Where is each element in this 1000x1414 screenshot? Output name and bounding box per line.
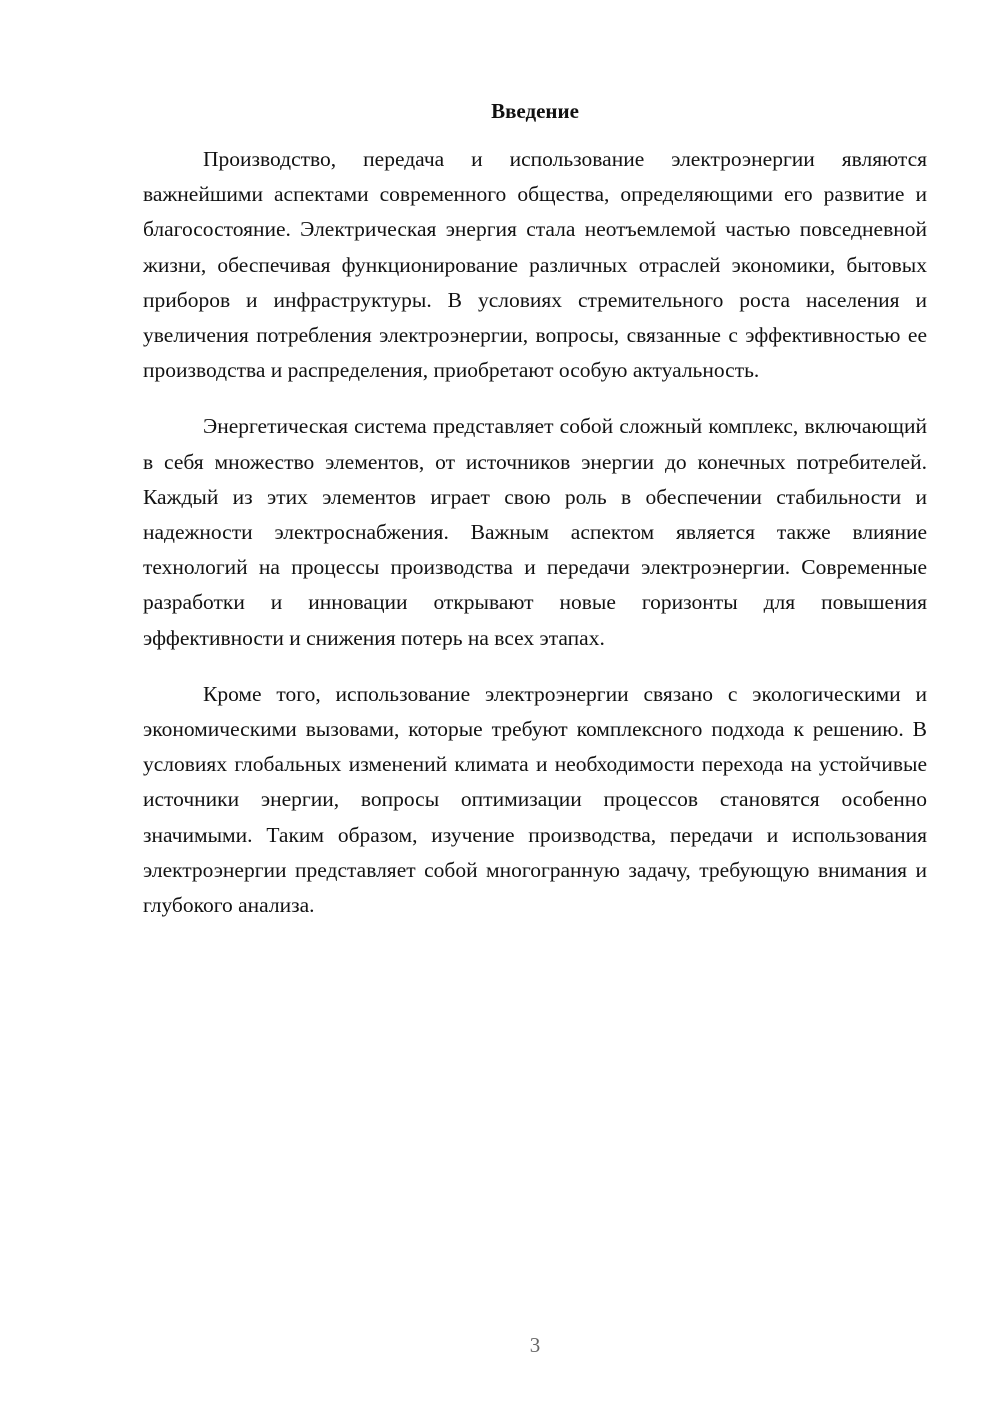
- page-number: 3: [529, 1333, 541, 1357]
- paragraph-3: Кроме того, использование электроэнергии связано с экологическими и экономическими вызовами, которые требуют комплексного подхода к решению. В условиях глобальных изменений климата и необходимости перехода на устойчивые источники энергии, вопросы оптимизации процессов становятся особенно значимыми. Таким образом, изучение производства, передачи и использования электроэнергии представляет собой многогранную задачу, требующую внимания и глубокого анализа.: [143, 681, 927, 918]
- paragraph-2: Энергетическая система представляет собой сложный комплекс, включающий в себя множество элементов, от источников энергии до конечных потребителей. Каждый из этих элементов играет свою роль в обеспечении стабильности и надежности электроснабжения. Важным аспектом является также влияние технологий на процессы производства и передачи электроэнергии. Современные разработки и инновации открывают новые горизонты для повышения эффективности и снижения потерь на всех этапах.: [143, 414, 927, 650]
- page-title: Введение: [491, 99, 579, 123]
- paragraph-1: Производство, передача и использование электроэнергии являются важнейшими аспектами современного общества, определяющими его развитие и благосостояние. Электрическая энергия стала неотъемлемой частью повседневной жизни, обеспечивая функционирование различных отраслей экономики, бытовых приборов и инфраструктуры. В условиях стремительного роста населения и увеличения потребления электроэнергии, вопросы, связанные с эффективностью ее производства и распределения, приобретают особую актуальность.: [143, 147, 927, 383]
- document-body: [143, 142, 927, 944]
